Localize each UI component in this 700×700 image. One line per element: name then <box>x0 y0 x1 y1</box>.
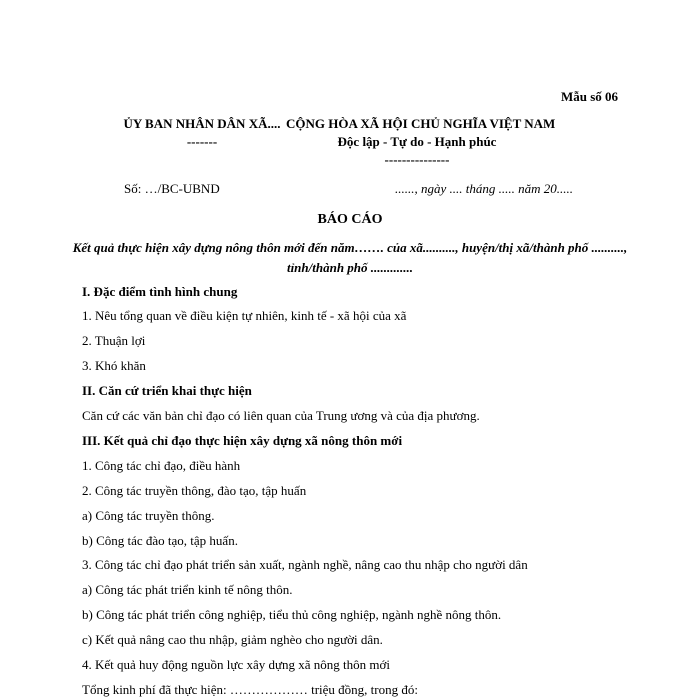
section-heading-2: II. Căn cứ triển khai thực hiện <box>82 383 252 398</box>
body-line: 4. Kết quả huy động nguồn lực xây dựng xã nông thôn mới <box>82 657 391 672</box>
document-number: Số: …/BC-UBND <box>124 181 220 196</box>
national-divider: --------------- <box>384 152 450 167</box>
body-line: Căn cứ các văn bản chỉ đạo có liên quan của Trung ương và của địa phương. <box>82 408 480 423</box>
body-line: Tổng kinh phí đã thực hiện: ……………… triệu đồng, trong đó: <box>82 682 418 697</box>
report-subtitle: Kết quả thực hiện xây dựng nông thôn mới đến năm……. của xã.........., huyện/thị xã/thành phố .........., tỉnh/thành phố ............. <box>72 240 628 275</box>
issuing-authority: ỦY BAN NHÂN DÂN XÃ.... <box>123 116 281 131</box>
body-line: a) Công tác phát triển kinh tế nông thôn. <box>82 582 293 597</box>
issuing-authority-header <box>122 115 282 151</box>
body-line: 3. Khó khăn <box>82 358 146 373</box>
body-line: c) Kết quả nâng cao thu nhập, giảm nghèo cho người dân. <box>82 632 383 647</box>
body-line: 2. Thuận lợi <box>82 333 146 348</box>
body-line: 2. Công tác truyền thông, đào tạo, tập huấn <box>82 483 307 498</box>
body-line: b) Công tác phát triển công nghiệp, tiểu thủ công nghiệp, ngành nghề nông thôn. <box>82 607 502 622</box>
body-line: 3. Công tác chỉ đạo phát triển sản xuất, ngành nghề, nâng cao thu nhập cho người dân <box>82 557 528 572</box>
report-title: BÁO CÁO <box>317 212 383 227</box>
date-line: ......, ngày .... tháng ..... năm 20..... <box>395 181 574 196</box>
national-header <box>286 115 556 169</box>
body-line: a) Công tác truyền thông. <box>82 508 215 523</box>
body-line: 1. Công tác chỉ đạo, điều hành <box>82 458 241 473</box>
form-number: Mẫu số 06 <box>560 89 618 104</box>
national-motto: Độc lập - Tự do - Hạnh phúc <box>337 134 497 149</box>
body-line: b) Công tác đào tạo, tập huấn. <box>82 533 238 548</box>
nation-name: CỘNG HÒA XÃ HỘI CHỦ NGHĨA VIỆT NAM <box>286 116 556 131</box>
section-heading-1: I. Đặc điểm tình hình chung <box>82 284 238 299</box>
section-heading-3: III. Kết quả chỉ đạo thực hiện xây dựng xã nông thôn mới <box>82 433 403 448</box>
issuing-authority-divider: ------- <box>186 134 218 149</box>
body-line: 1. Nêu tổng quan về điều kiện tự nhiên, kinh tế - xã hội của xã <box>82 308 407 323</box>
